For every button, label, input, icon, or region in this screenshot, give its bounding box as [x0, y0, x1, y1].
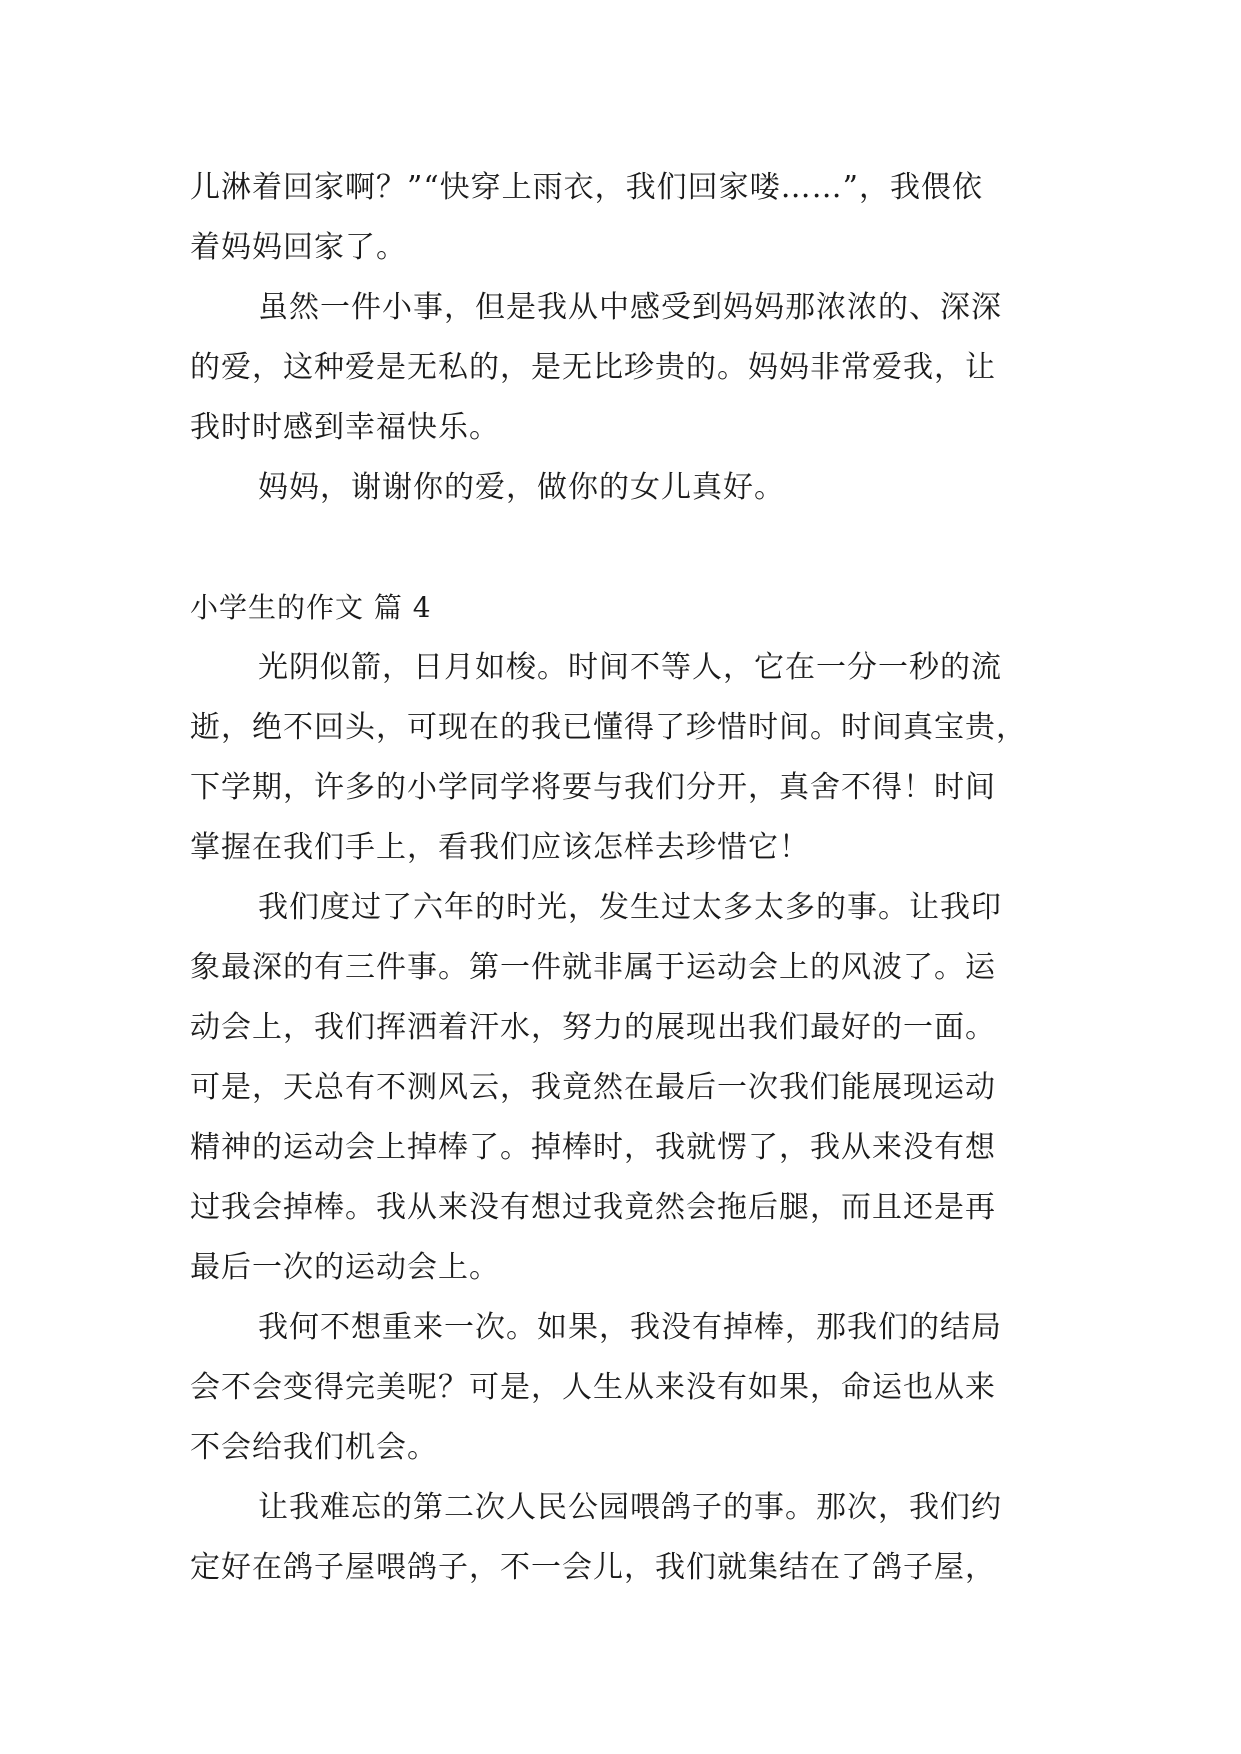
text-line: 象最深的有三件事。第一件就非属于运动会上的风波了。运 [190, 950, 996, 985]
text-line: 我何不想重来一次。如果，我没有掉棒，那我们的结局 [258, 1310, 1002, 1345]
text-line: 可是，天总有不测风云，我竟然在最后一次我们能展现运动 [190, 1070, 996, 1105]
paragraph [190, 458, 1050, 518]
paragraph [190, 1478, 1050, 1598]
text-line: 定好在鸽子屋喂鸽子，不一会儿，我们就集结在了鸽子屋， [190, 1550, 996, 1585]
text-line: 我们度过了六年的时光，发生过太多太多的事。让我印 [258, 890, 1002, 925]
text-line: 的爱，这种爱是无私的，是无比珍贵的。妈妈非常爱我，让 [190, 350, 996, 385]
section-gap [190, 518, 1050, 578]
text-line: 妈妈，谢谢你的爱，做你的女儿真好。 [258, 470, 785, 505]
text-line: 精神的运动会上掉棒了。掉棒时，我就愣了，我从来没有想 [190, 1130, 996, 1165]
paragraph-continuation [190, 158, 1050, 278]
text-line: 最后一次的运动会上。 [190, 1250, 500, 1285]
text-line: 光阴似箭，日月如梭。时间不等人，它在一分一秒的流 [258, 650, 1002, 685]
text-line: 过我会掉棒。我从来没有想过我竟然会拖后腿，而且还是再 [190, 1190, 996, 1225]
text-line: 让我难忘的第二次人民公园喂鸽子的事。那次，我们约 [258, 1490, 1002, 1525]
text-line: 不会给我们机会。 [190, 1430, 438, 1465]
text-line: 儿淋着回家啊？”“快穿上雨衣，我们回家喽……”，我偎依 [190, 170, 984, 205]
text-line: 逝，绝不回头，可现在的我已懂得了珍惜时间。时间真宝贵， [190, 710, 1027, 745]
text-line: 虽然一件小事，但是我从中感受到妈妈那浓浓的、深深 [258, 290, 1002, 325]
paragraph [190, 638, 1050, 878]
text-line: 下学期，许多的小学同学将要与我们分开，真舍不得！时间 [190, 770, 996, 805]
text-line: 掌握在我们手上，看我们应该怎样去珍惜它！ [190, 830, 810, 865]
text-line: 着妈妈回家了。 [190, 230, 407, 265]
text-line: 会不会变得完美呢？可是，人生从来没有如果，命运也从来 [190, 1370, 996, 1405]
document-body [190, 158, 1050, 1598]
text-line: 我时时感到幸福快乐。 [190, 410, 500, 445]
section-heading: 小学生的作文 篇 4 [190, 591, 432, 624]
text-line: 动会上，我们挥洒着汗水，努力的展现出我们最好的一面。 [190, 1010, 996, 1045]
paragraph [190, 1298, 1050, 1478]
paragraph [190, 278, 1050, 458]
paragraph [190, 878, 1050, 1298]
